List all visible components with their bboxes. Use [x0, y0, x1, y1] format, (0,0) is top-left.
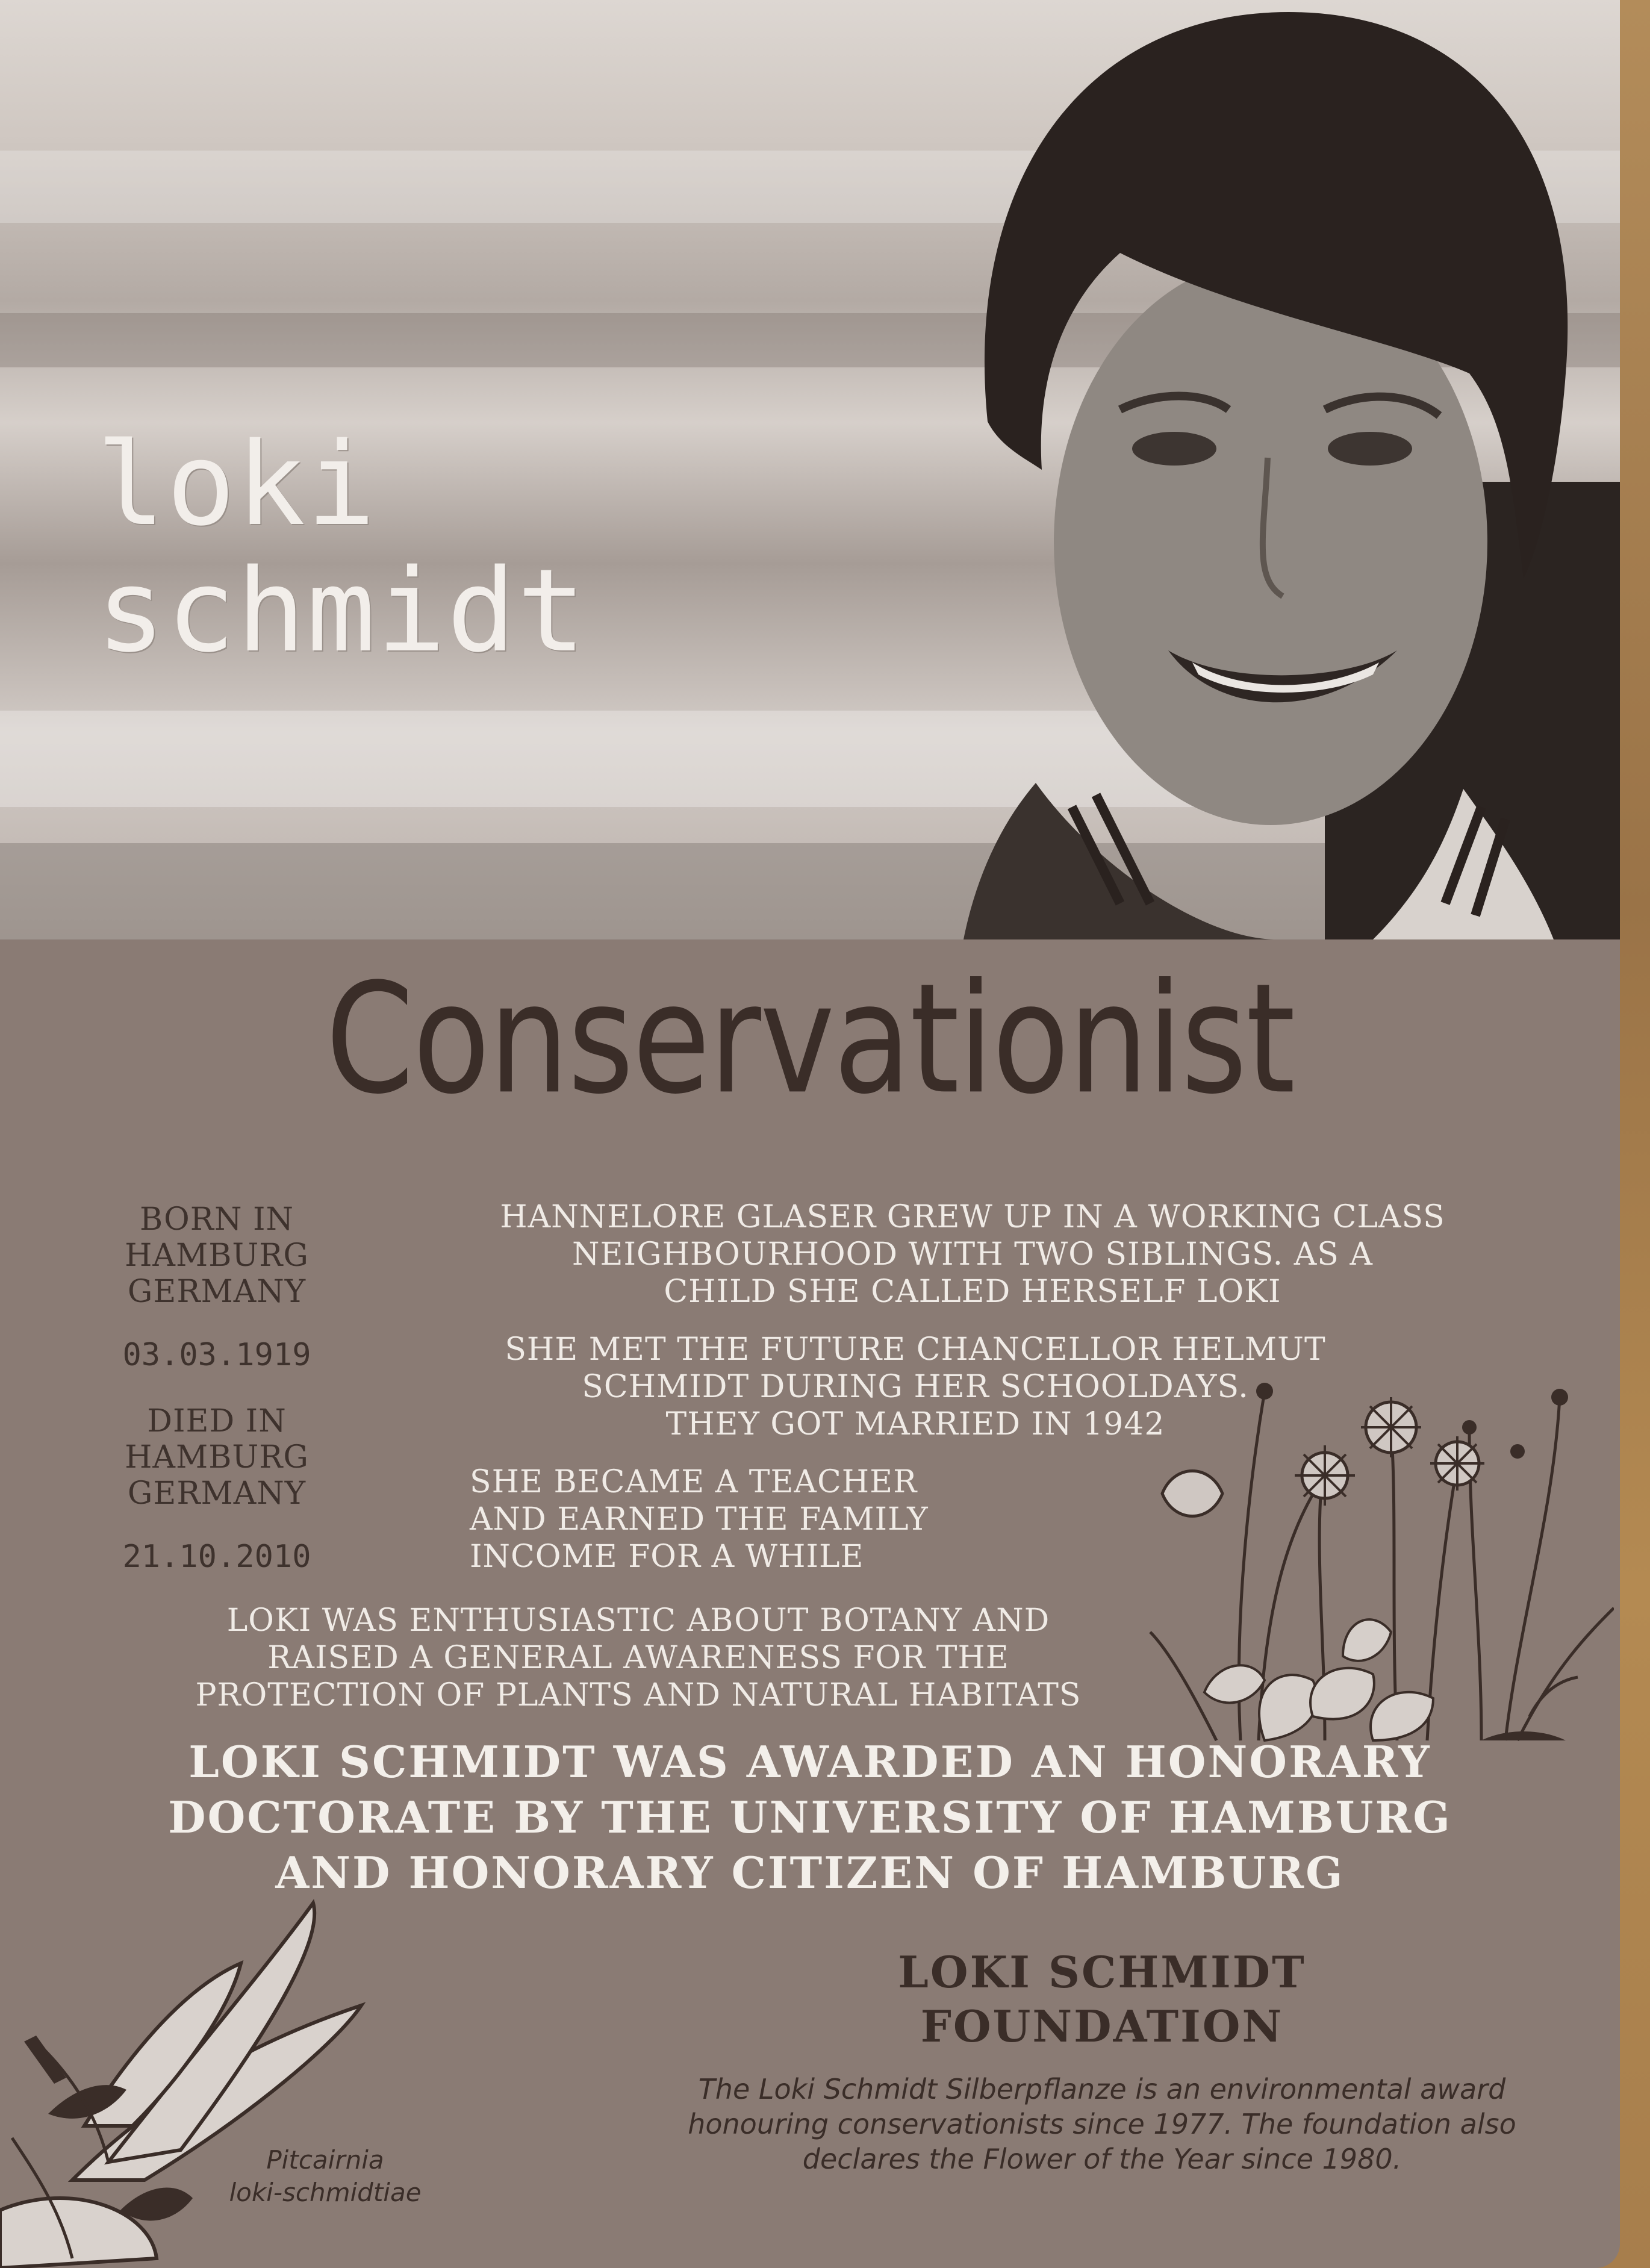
foundation-title-line: LOKI SCHMIDT [898, 1946, 1306, 1998]
foundation-description [632, 2072, 1572, 2176]
paragraph-line: SCHMIDT DURING HER SCHOOLDAYS. [582, 1369, 1249, 1405]
plant-caption [199, 2144, 452, 2209]
paragraph-line: SHE MET THE FUTURE CHANCELLOR HELMUT [505, 1332, 1326, 1368]
paragraph-line: AND EARNED THE FAMILY [470, 1501, 929, 1537]
name-title [96, 418, 587, 678]
first-name: loki [96, 418, 377, 551]
paragraph-line: INCOME FOR A WHILE [470, 1539, 864, 1575]
paragraph-line: NEIGHBOURHOOD WITH TWO SIBLINGS. AS A [572, 1236, 1373, 1273]
died-date: 21.10.2010 [122, 1539, 311, 1575]
died-label-line: HAMBURG [125, 1439, 309, 1475]
paragraph-line: SHE BECAME A TEACHER [470, 1464, 918, 1500]
wildflowers-illustration [1144, 1379, 1614, 1752]
plant-caption-line: Pitcairnia [266, 2145, 384, 2175]
plant-caption-line: loki-schmidtiae [229, 2178, 422, 2207]
paragraph-line: RAISED A GENERAL AWARENESS FOR THE [267, 1640, 1009, 1676]
died-label-line: GERMANY [127, 1475, 307, 1512]
award-line: DOCTORATE BY THE UNIVERSITY OF HAMBURG [168, 1792, 1452, 1843]
paragraph-childhood [422, 1198, 1524, 1310]
foundation-desc-line: honouring conservationists since 1977. The foundation also [688, 2108, 1516, 2140]
foundation-desc-line: declares the Flower of the Year since 1980. [802, 2143, 1402, 2175]
paragraph-line: PROTECTION OF PLANTS AND NATURAL HABITATS [195, 1677, 1082, 1713]
woman-portrait [783, 0, 1620, 939]
award-line: AND HONORARY CITIZEN OF HAMBURG [275, 1847, 1345, 1898]
paragraph-botany [96, 1602, 1180, 1714]
paragraph-line: HANNELORE GLASER GREW UP IN A WORKING CLASS [500, 1199, 1445, 1235]
paragraph-line: LOKI WAS ENTHUSIASTIC ABOUT BOTANY AND [226, 1603, 1050, 1639]
heading-conservationist: Conservationist [325, 950, 1295, 1128]
born-label-line: BORN IN [139, 1201, 294, 1238]
award-line: LOKI SCHMIDT WAS AWARDED AN HONORARY [188, 1736, 1431, 1787]
pitcairnia-illustration [0, 1897, 458, 2268]
foundation-title-line: FOUNDATION [920, 2001, 1284, 2052]
award-statement [0, 1734, 1620, 1901]
paragraph-line: CHILD SHE CALLED HERSELF LOKI [664, 1274, 1281, 1310]
born-label-line: HAMBURG [125, 1238, 309, 1274]
foundation-desc-line: The Loki Schmidt Silberpflanze is an environmental award [698, 2073, 1506, 2105]
last-name: schmidt [96, 544, 587, 678]
foundation-title [735, 1945, 1469, 2054]
died-label [90, 1403, 343, 1512]
born-label-line: GERMANY [127, 1274, 307, 1310]
died-label-line: DIED IN [147, 1403, 287, 1439]
portrait-photo [0, 0, 1620, 939]
born-date: 03.03.1919 [122, 1337, 311, 1373]
paragraph-teacher [470, 1463, 1048, 1575]
born-label [90, 1201, 343, 1310]
paragraph-line: THEY GOT MARRIED IN 1942 [665, 1406, 1165, 1442]
